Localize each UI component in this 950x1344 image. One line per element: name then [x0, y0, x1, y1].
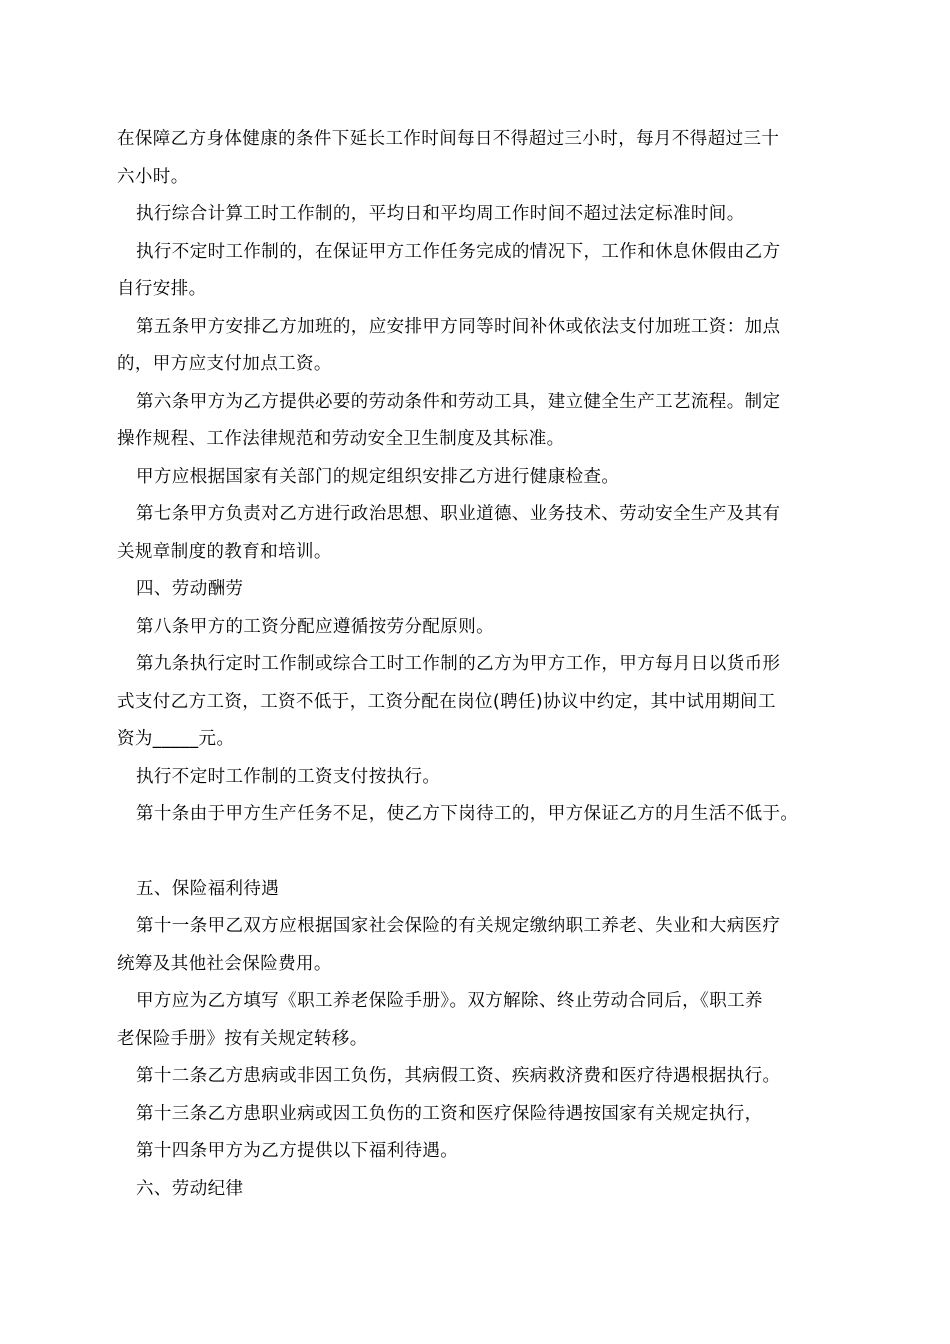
text-line: 第十条由于甲方生产任务不足，使乙方下岗待工的，甲方保证乙方的月生活不低于。 — [136, 804, 799, 824]
text-line: 第九条执行定时工作制或综合工时工作制的乙方为甲方工作，甲方每月日以货币形 — [136, 654, 781, 674]
section-heading: 五、保险福利待遇 — [136, 878, 280, 899]
text-line: 六小时。 — [117, 166, 189, 187]
text-line: 资为_____元。 — [117, 729, 235, 749]
text-line: 第六条甲方为乙方提供必要的劳动条件和劳动工具，建立健全生产工艺流程。制定 — [136, 391, 781, 412]
text-line: 老保险手册》按有关规定转移。 — [117, 1028, 368, 1049]
text-line: 统筹及其他社会保险费用。 — [117, 953, 332, 974]
text-line: 第五条甲方安排乙方加班的，应安排甲方同等时间补休或依法支付加班工资：加点 — [136, 316, 781, 337]
text-line: 执行不定时工作制的工资支付按执行。 — [136, 766, 441, 787]
text-line: 第十三条乙方患职业病或因工负伤的工资和医疗保险待遇按国家有关规定执行， — [136, 1103, 763, 1124]
text-line: 自行安排。 — [117, 279, 207, 299]
text-line: 的，甲方应支付加点工资。 — [117, 354, 332, 374]
text-line: 执行综合计算工时工作制的，平均日和平均周工作时间不超过法定标准时间。 — [136, 204, 745, 224]
text-line: 在保障乙方身体健康的条件下延长工作时间每日不得超过三小时，每月不得超过三十 — [117, 129, 780, 149]
text-line: 第十二条乙方患病或非因工负伤，其病假工资、疾病救济费和医疗待遇根据执行。 — [136, 1066, 781, 1086]
text-line: 甲方应为乙方填写《职工养老保险手册》。双方解除、终止劳动合同后，《职工养 — [136, 991, 763, 1011]
text-line: 关规章制度的教育和培训。 — [117, 541, 332, 562]
section-heading: 四、劳动酬劳 — [136, 579, 244, 599]
text-line: 第七条甲方负责对乙方进行政治思想、职业道德、业务技术、劳动安全生产及其有 — [136, 504, 781, 524]
text-line: 第十四条甲方为乙方提供以下福利待遇。 — [136, 1141, 459, 1161]
document-body — [117, 121, 842, 1208]
text-line: 第八条甲方的工资分配应遵循按劳分配原则。 — [136, 616, 494, 637]
section-heading: 六、劳动纪律 — [136, 1178, 244, 1199]
text-line: 执行不定时工作制的，在保证甲方工作任务完成的情况下，工作和休息休假由乙方 — [136, 241, 781, 262]
text-line: 操作规程、工作法律规范和劳动安全卫生制度及其标准。 — [117, 429, 565, 449]
text-line: 第十一条甲乙双方应根据国家社会保险的有关规定缴纳职工养老、失业和大病医疗 — [136, 916, 781, 936]
text-line: 甲方应根据国家有关部门的规定组织安排乙方进行健康检查。 — [136, 466, 620, 487]
paragraph-gap — [117, 834, 842, 871]
text-line: 式支付乙方工资，工资不低于，工资分配在岗位(聘任)协议中约定，其中试用期间工 — [117, 691, 776, 712]
